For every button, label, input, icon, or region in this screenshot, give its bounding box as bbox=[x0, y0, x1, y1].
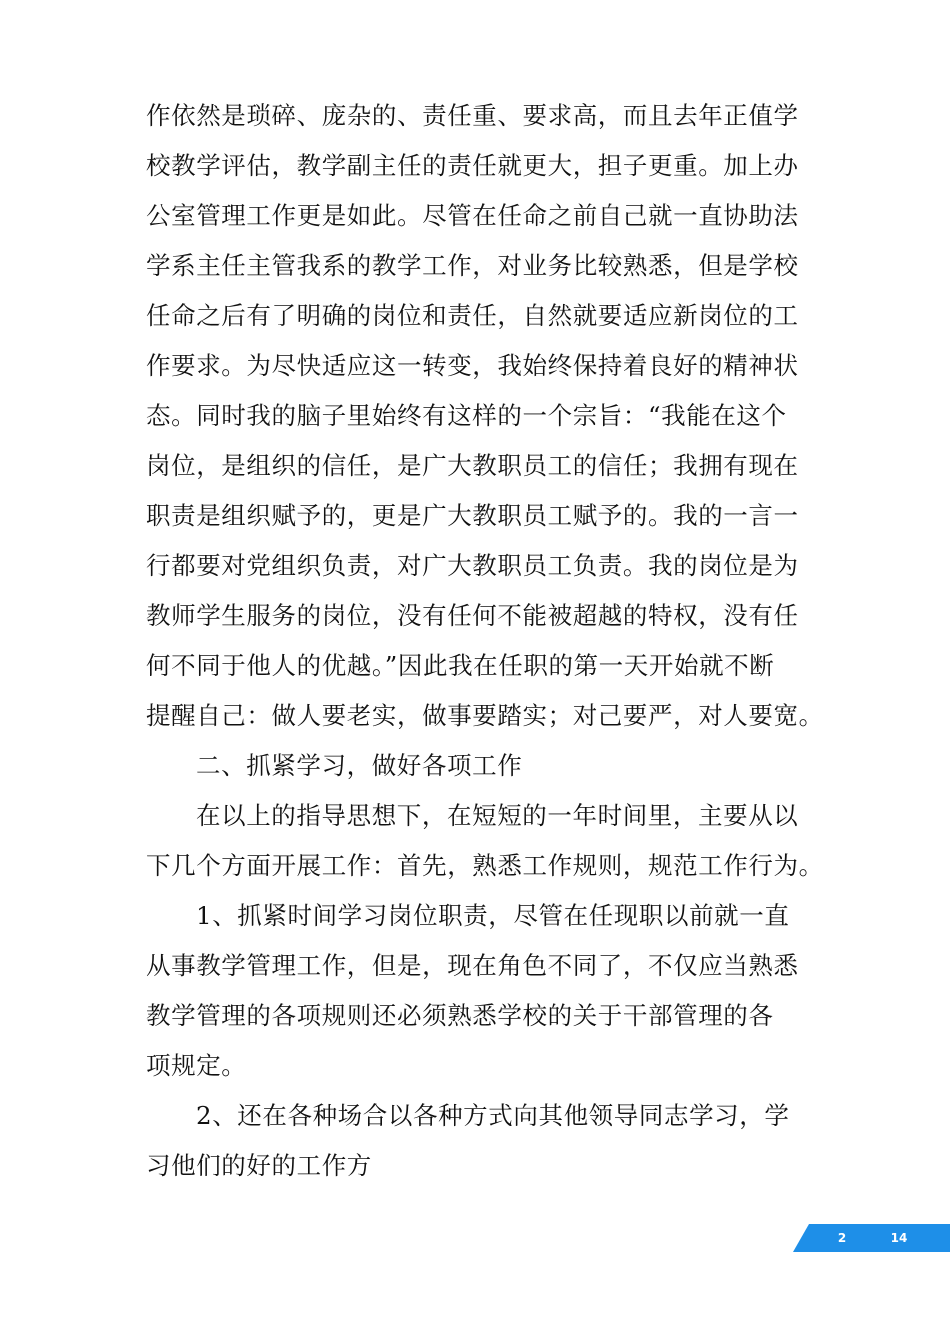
text-line: 项规定。 bbox=[146, 1051, 247, 1080]
text-line: 1、抓紧时间学习岗位职责，尽管在任现职以前就一直 bbox=[196, 901, 790, 930]
text-line: 态。同时我的脑子里始终有这样的一个宗旨：“我能在这个 bbox=[146, 401, 787, 430]
text-line: 作依然是琐碎、庞杂的、责任重、要求高，而且去年正值学 bbox=[146, 101, 799, 130]
text-line: 在以上的指导思想下，在短短的一年时间里，主要从以 bbox=[196, 801, 799, 830]
text-line: 2、还在各种场合以各种方式向其他领导同志学习，学 bbox=[196, 1101, 790, 1130]
section-heading: 二、抓紧学习，做好各项工作 bbox=[196, 751, 523, 780]
current-page-number: 2 bbox=[837, 1231, 847, 1245]
page-number-badge bbox=[793, 1224, 950, 1252]
text-line: 校教学评估，教学副主任的责任就更大，担子更重。加上办 bbox=[146, 151, 799, 180]
total-page-count: 14 bbox=[890, 1231, 908, 1245]
text-line: 岗位，是组织的信任，是广大教职员工的信任；我拥有现在 bbox=[146, 451, 799, 480]
text-line: 作要求。为尽快适应这一转变，我始终保持着良好的精神状 bbox=[146, 351, 799, 380]
page-badge-shape bbox=[793, 1224, 950, 1252]
text-line: 习他们的好的工作方 bbox=[146, 1151, 372, 1180]
text-line: 公室管理工作更是如此。尽管在任命之前自己就一直协助法 bbox=[146, 201, 799, 230]
text-line: 教学管理的各项规则还必须熟悉学校的关于干部管理的各 bbox=[146, 1001, 774, 1030]
text-line: 下几个方面开展工作：首先，熟悉工作规则，规范工作行为。 bbox=[146, 851, 824, 880]
text-line: 何不同于他人的优越。”因此我在任职的第一天开始就不断 bbox=[146, 651, 775, 680]
text-line: 行都要对党组织负责，对广大教职员工负责。我的岗位是为 bbox=[146, 551, 799, 580]
text-line: 从事教学管理工作，但是，现在角色不同了，不仅应当熟悉 bbox=[146, 951, 799, 980]
text-line: 学系主任主管我系的教学工作，对业务比较熟悉，但是学校 bbox=[146, 251, 799, 280]
text-line: 职责是组织赋予的，更是广大教职员工赋予的。我的一言一 bbox=[146, 501, 799, 530]
text-line: 提醒自己：做人要老实，做事要踏实；对己要严，对人要宽。 bbox=[146, 701, 824, 730]
text-line: 教师学生服务的岗位，没有任何不能被超越的特权，没有任 bbox=[146, 601, 799, 630]
text-line: 任命之后有了明确的岗位和责任，自然就要适应新岗位的工 bbox=[146, 301, 799, 330]
